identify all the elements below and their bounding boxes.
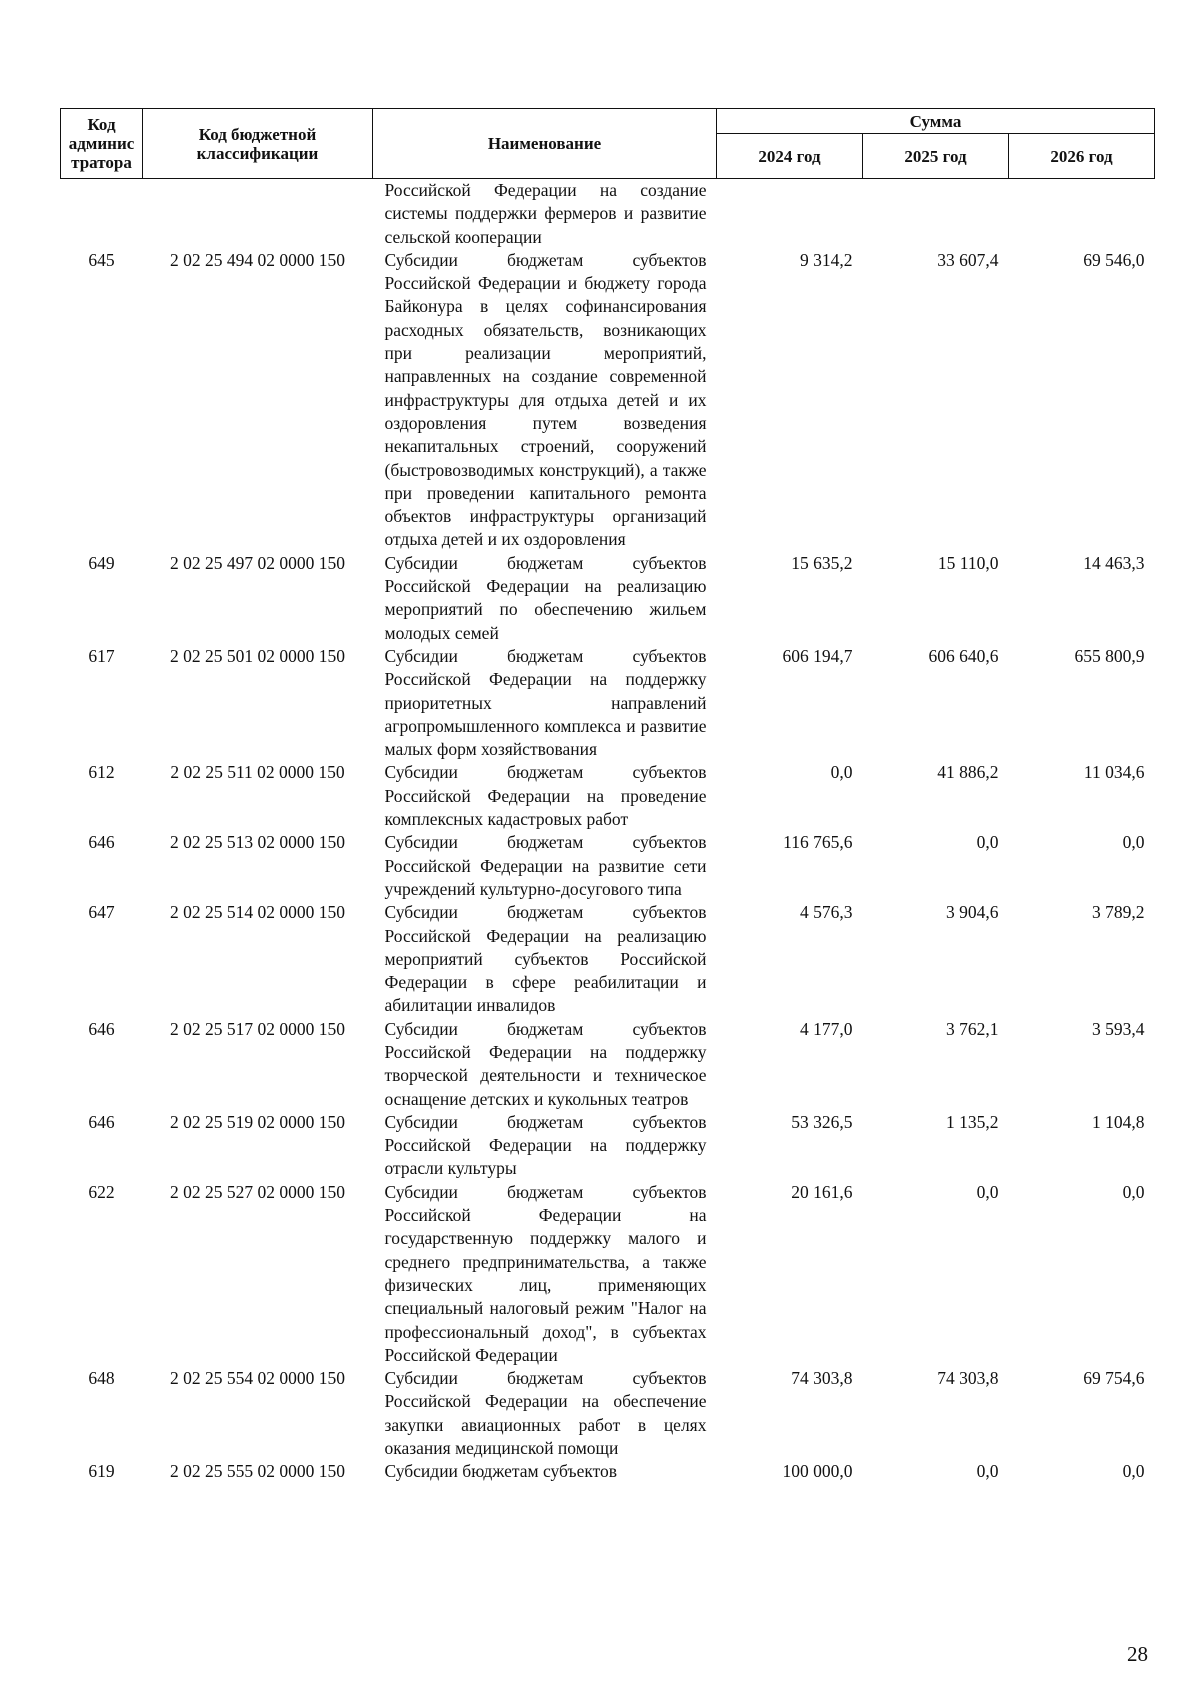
amount-2026-cell: 0,0 [1122,832,1145,853]
header-admin-code: Код админис тратора [61,109,143,179]
amount-2025-cell: 0,0 [976,832,999,853]
amount-2024-cell: 9 314,2 [800,249,853,270]
budget-code-cell: 2 02 25 494 02 0000 150 [170,249,345,270]
amount-2026-cell: 3 593,4 [1092,1018,1145,1039]
name-cell: Субсидии бюджетам субъектов Российской Федерации на обеспечение закупки авиационных работ в целях оказания медицинской помощи [384,1368,707,1459]
amount-2024-cell: 4 177,0 [800,1018,853,1039]
table-row [61,1460,1155,1483]
amount-2024-cell: 116 765,6 [783,832,853,853]
amount-2025-cell: 0,0 [976,1461,999,1482]
admin-code-cell: 645 [88,249,115,270]
amount-2024-cell: 0,0 [830,762,853,783]
budget-code-cell [143,179,373,249]
budget-code-cell: 2 02 25 555 02 0000 150 [170,1461,345,1482]
amount-2026-cell [1009,179,1155,249]
table-row [61,761,1155,831]
amount-2026-cell: 11 034,6 [1083,762,1145,783]
name-cell: Субсидии бюджетам субъектов Российской Федерации на реализацию мероприятий субъектов Российской Федерации в сфере реабилитации и абилитации инвалидов [384,902,707,1016]
amount-2026-cell: 69 546,0 [1083,249,1145,270]
amount-2025-cell: 41 886,2 [937,762,999,783]
table-row [61,645,1155,761]
amount-2024-cell: 53 326,5 [791,1111,853,1132]
amount-2026-cell: 14 463,3 [1083,552,1145,573]
amount-2026-cell: 69 754,6 [1083,1368,1145,1389]
amount-2024-cell: 15 635,2 [791,552,853,573]
amount-2025-cell: 15 110,0 [937,552,999,573]
name-cell: Субсидии бюджетам субъектов [384,1461,618,1482]
name-cell: Субсидии бюджетам субъектов Российской Федерации и бюджету города Байконура в целях софинансирования расходных обязательств, возникающих при реализации мероприятий, направленных на создание современной инфраструктуры для отдыха детей и их оздоровления путем возведения некапитальных строений, сооружений (быстровозводимых конструкций), а также при проведении капитального ремонта объектов инфраструктуры организаций отдыха детей и их оздоровления [384,249,707,550]
admin-code-cell: 617 [88,645,115,666]
admin-code-cell: 649 [88,552,115,573]
budget-table [60,108,1155,1484]
amount-2026-cell: 0,0 [1122,1461,1145,1482]
amount-2024-cell: 606 194,7 [782,645,853,666]
amount-2025-cell: 74 303,8 [937,1368,999,1389]
table-row [61,1111,1155,1181]
admin-code-cell: 622 [88,1181,115,1202]
budget-code-cell: 2 02 25 527 02 0000 150 [170,1181,345,1202]
amount-2025-cell: 0,0 [976,1181,999,1202]
admin-code-cell: 646 [88,1111,115,1132]
amount-2024-cell: 4 576,3 [800,902,853,923]
name-cell: Субсидии бюджетам субъектов Российской Федерации на государственную поддержку малого и среднего предпринимательства, а также физических лиц, применяющих специальный налоговый режим "Налог на профессиональный доход", в субъектах Российской Федерации [384,1181,707,1365]
table-row [61,1367,1155,1460]
header-year-2024: 2024 год [717,134,863,179]
admin-code-cell: 619 [88,1461,115,1482]
amount-2025-cell: 33 607,4 [937,249,999,270]
amount-2026-cell: 0,0 [1122,1181,1145,1202]
header-year-2025: 2025 год [863,134,1009,179]
budget-code-cell: 2 02 25 497 02 0000 150 [170,552,345,573]
amount-2025-cell [863,179,1009,249]
amount-2024-cell: 74 303,8 [791,1368,853,1389]
amount-2024-cell [717,179,863,249]
budget-code-cell: 2 02 25 511 02 0000 150 [170,762,345,783]
budget-code-cell: 2 02 25 519 02 0000 150 [170,1111,345,1132]
name-cell: Российской Федерации на создание системы поддержки фермеров и развитие сельской кооперации [384,180,707,247]
name-cell: Субсидии бюджетам субъектов Российской Федерации на поддержку отрасли культуры [384,1111,707,1179]
amount-2024-cell: 100 000,0 [782,1461,853,1482]
table-header [61,109,1155,179]
header-sum: Сумма [717,109,1155,134]
admin-code-cell: 612 [88,762,115,783]
table-body [61,179,1155,1484]
amount-2026-cell: 655 800,9 [1074,645,1145,666]
name-cell: Субсидии бюджетам субъектов Российской Федерации на развитие сети учреждений культурно-досугового типа [384,832,707,899]
amount-2026-cell: 3 789,2 [1092,902,1145,923]
amount-2024-cell: 20 161,6 [791,1181,853,1202]
page-number: 28 [1127,1642,1148,1666]
table-row [61,831,1155,901]
table-row [61,179,1155,249]
header-budget-code: Код бюджетной классификации [143,109,373,179]
amount-2025-cell: 606 640,6 [928,645,999,666]
admin-code-cell: 647 [88,902,115,923]
amount-2025-cell: 1 135,2 [946,1111,999,1132]
table-row [61,249,1155,552]
budget-code-cell: 2 02 25 514 02 0000 150 [170,902,345,923]
admin-code-cell: 646 [88,832,115,853]
table-row [61,552,1155,645]
budget-code-cell: 2 02 25 501 02 0000 150 [170,645,345,666]
table-row [61,1018,1155,1111]
name-cell: Субсидии бюджетам субъектов Российской Федерации на реализацию мероприятий по обеспечению жильем молодых семей [384,552,707,643]
table-row [61,901,1155,1017]
admin-code-cell: 648 [88,1368,115,1389]
budget-code-cell: 2 02 25 517 02 0000 150 [170,1018,345,1039]
header-name: Наименование [373,109,717,179]
admin-code-cell: 646 [88,1018,115,1039]
name-cell: Субсидии бюджетам субъектов Российской Федерации на поддержку приоритетных направлений агропромышленного комплекса и развитие малых форм хозяйствования [384,645,707,760]
header-year-2026: 2026 год [1009,134,1155,179]
budget-code-cell: 2 02 25 554 02 0000 150 [170,1368,345,1389]
amount-2025-cell: 3 762,1 [946,1018,999,1039]
amount-2025-cell: 3 904,6 [946,902,999,923]
table-row [61,1181,1155,1367]
budget-code-cell: 2 02 25 513 02 0000 150 [170,832,345,853]
admin-code-cell [61,179,143,249]
amount-2026-cell: 1 104,8 [1092,1111,1145,1132]
name-cell: Субсидии бюджетам субъектов Российской Федерации на поддержку творческой деятельности и техническое оснащение детских и кукольных театров [384,1018,707,1109]
name-cell: Субсидии бюджетам субъектов Российской Федерации на проведение комплексных кадастровых работ [384,762,707,830]
